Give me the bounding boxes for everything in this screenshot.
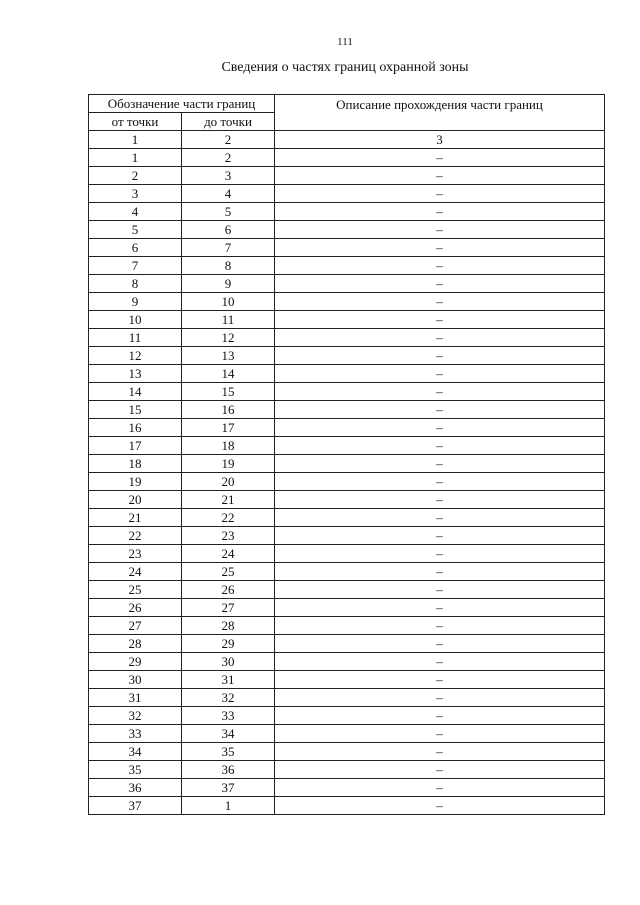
table-row [89, 725, 605, 743]
cell-description: – [275, 761, 605, 779]
cell-from-point: 4 [89, 203, 182, 221]
cell-description: – [275, 239, 605, 257]
cell-from-point: 6 [89, 239, 182, 257]
cell-from-point: 31 [89, 689, 182, 707]
cell-description: 3 [275, 131, 605, 149]
table-row [89, 185, 605, 203]
cell-from-point: 16 [89, 419, 182, 437]
cell-to-point: 17 [182, 419, 275, 437]
table-row [89, 239, 605, 257]
cell-to-point: 22 [182, 509, 275, 527]
cell-description: – [275, 365, 605, 383]
cell-from-point: 2 [89, 167, 182, 185]
table-row [89, 275, 605, 293]
cell-from-point: 35 [89, 761, 182, 779]
cell-from-point: 14 [89, 383, 182, 401]
cell-description: – [275, 437, 605, 455]
cell-description: – [275, 635, 605, 653]
table-row [89, 545, 605, 563]
cell-to-point: 4 [182, 185, 275, 203]
table-row [89, 581, 605, 599]
cell-description: – [275, 275, 605, 293]
cell-to-point: 15 [182, 383, 275, 401]
cell-from-point: 26 [89, 599, 182, 617]
table-row [89, 563, 605, 581]
cell-from-point: 20 [89, 491, 182, 509]
cell-description: – [275, 689, 605, 707]
cell-from-point: 10 [89, 311, 182, 329]
table-header [89, 95, 605, 131]
table-row [89, 365, 605, 383]
cell-to-point: 7 [182, 239, 275, 257]
cell-description: – [275, 455, 605, 473]
cell-to-point: 10 [182, 293, 275, 311]
table-row [89, 329, 605, 347]
cell-description: – [275, 743, 605, 761]
table-row [89, 131, 605, 149]
cell-to-point: 24 [182, 545, 275, 563]
table-header-row-1 [89, 95, 605, 113]
cell-to-point: 28 [182, 617, 275, 635]
cell-description: – [275, 617, 605, 635]
cell-from-point: 30 [89, 671, 182, 689]
table-row [89, 311, 605, 329]
table-row [89, 779, 605, 797]
cell-description: – [275, 329, 605, 347]
cell-to-point: 14 [182, 365, 275, 383]
cell-from-point: 34 [89, 743, 182, 761]
cell-from-point: 3 [89, 185, 182, 203]
table-row [89, 257, 605, 275]
cell-from-point: 8 [89, 275, 182, 293]
header-from-point: от точки [89, 113, 182, 131]
table-row [89, 707, 605, 725]
table-row [89, 221, 605, 239]
cell-to-point: 31 [182, 671, 275, 689]
cell-from-point: 18 [89, 455, 182, 473]
cell-from-point: 36 [89, 779, 182, 797]
cell-description: – [275, 725, 605, 743]
table-row [89, 419, 605, 437]
page-number: 111 [337, 36, 353, 48]
cell-from-point: 29 [89, 653, 182, 671]
table-row [89, 149, 605, 167]
document-title: Сведения о частях границ охранной зоны [221, 60, 469, 75]
table-row [89, 167, 605, 185]
cell-description: – [275, 707, 605, 725]
cell-to-point: 35 [182, 743, 275, 761]
cell-description: – [275, 509, 605, 527]
cell-to-point: 2 [182, 149, 275, 167]
cell-from-point: 25 [89, 581, 182, 599]
boundary-parts-table [88, 94, 605, 815]
cell-to-point: 30 [182, 653, 275, 671]
cell-description: – [275, 347, 605, 365]
cell-to-point: 1 [182, 797, 275, 815]
cell-from-point: 5 [89, 221, 182, 239]
cell-description: – [275, 473, 605, 491]
cell-description: – [275, 599, 605, 617]
table-row [89, 509, 605, 527]
cell-to-point: 27 [182, 599, 275, 617]
cell-description: – [275, 491, 605, 509]
cell-to-point: 21 [182, 491, 275, 509]
header-to-point: до точки [182, 113, 275, 131]
cell-to-point: 37 [182, 779, 275, 797]
cell-to-point: 19 [182, 455, 275, 473]
table-row [89, 347, 605, 365]
cell-to-point: 6 [182, 221, 275, 239]
cell-to-point: 25 [182, 563, 275, 581]
cell-from-point: 11 [89, 329, 182, 347]
cell-description: – [275, 581, 605, 599]
table-row [89, 743, 605, 761]
cell-from-point: 23 [89, 545, 182, 563]
cell-description: – [275, 653, 605, 671]
cell-from-point: 12 [89, 347, 182, 365]
cell-description: – [275, 545, 605, 563]
cell-from-point: 32 [89, 707, 182, 725]
cell-description: – [275, 257, 605, 275]
cell-description: – [275, 383, 605, 401]
cell-description: – [275, 149, 605, 167]
table-row [89, 689, 605, 707]
cell-to-point: 34 [182, 725, 275, 743]
table-row [89, 455, 605, 473]
cell-to-point: 11 [182, 311, 275, 329]
cell-description: – [275, 203, 605, 221]
table-row [89, 797, 605, 815]
cell-from-point: 1 [89, 149, 182, 167]
table-body [89, 131, 605, 815]
table-row [89, 203, 605, 221]
cell-to-point: 16 [182, 401, 275, 419]
cell-to-point: 13 [182, 347, 275, 365]
cell-from-point: 21 [89, 509, 182, 527]
cell-description: – [275, 167, 605, 185]
cell-from-point: 33 [89, 725, 182, 743]
cell-from-point: 22 [89, 527, 182, 545]
cell-to-point: 32 [182, 689, 275, 707]
cell-to-point: 23 [182, 527, 275, 545]
table-row [89, 293, 605, 311]
header-description: Описание прохождения части границ [275, 95, 605, 131]
cell-description: – [275, 221, 605, 239]
cell-from-point: 27 [89, 617, 182, 635]
cell-from-point: 7 [89, 257, 182, 275]
table-row [89, 401, 605, 419]
table-row [89, 635, 605, 653]
header-boundary-designation: Обозначение части границ [89, 95, 275, 113]
cell-to-point: 20 [182, 473, 275, 491]
cell-from-point: 15 [89, 401, 182, 419]
cell-from-point: 37 [89, 797, 182, 815]
cell-from-point: 24 [89, 563, 182, 581]
cell-description: – [275, 671, 605, 689]
cell-description: – [275, 311, 605, 329]
table-row [89, 383, 605, 401]
cell-description: – [275, 779, 605, 797]
cell-description: – [275, 527, 605, 545]
cell-from-point: 17 [89, 437, 182, 455]
cell-from-point: 9 [89, 293, 182, 311]
cell-description: – [275, 185, 605, 203]
table-row [89, 617, 605, 635]
table-row [89, 473, 605, 491]
cell-from-point: 19 [89, 473, 182, 491]
cell-to-point: 3 [182, 167, 275, 185]
cell-description: – [275, 419, 605, 437]
cell-description: – [275, 563, 605, 581]
cell-to-point: 5 [182, 203, 275, 221]
cell-to-point: 18 [182, 437, 275, 455]
cell-to-point: 9 [182, 275, 275, 293]
cell-to-point: 2 [182, 131, 275, 149]
cell-to-point: 12 [182, 329, 275, 347]
cell-to-point: 36 [182, 761, 275, 779]
cell-to-point: 8 [182, 257, 275, 275]
table-row [89, 491, 605, 509]
table-row [89, 437, 605, 455]
cell-to-point: 29 [182, 635, 275, 653]
table-row [89, 653, 605, 671]
table-row [89, 761, 605, 779]
table-row [89, 671, 605, 689]
cell-to-point: 33 [182, 707, 275, 725]
cell-from-point: 28 [89, 635, 182, 653]
table-row [89, 599, 605, 617]
cell-description: – [275, 293, 605, 311]
cell-description: – [275, 797, 605, 815]
table-row [89, 527, 605, 545]
cell-to-point: 26 [182, 581, 275, 599]
cell-description: – [275, 401, 605, 419]
cell-from-point: 1 [89, 131, 182, 149]
cell-from-point: 13 [89, 365, 182, 383]
